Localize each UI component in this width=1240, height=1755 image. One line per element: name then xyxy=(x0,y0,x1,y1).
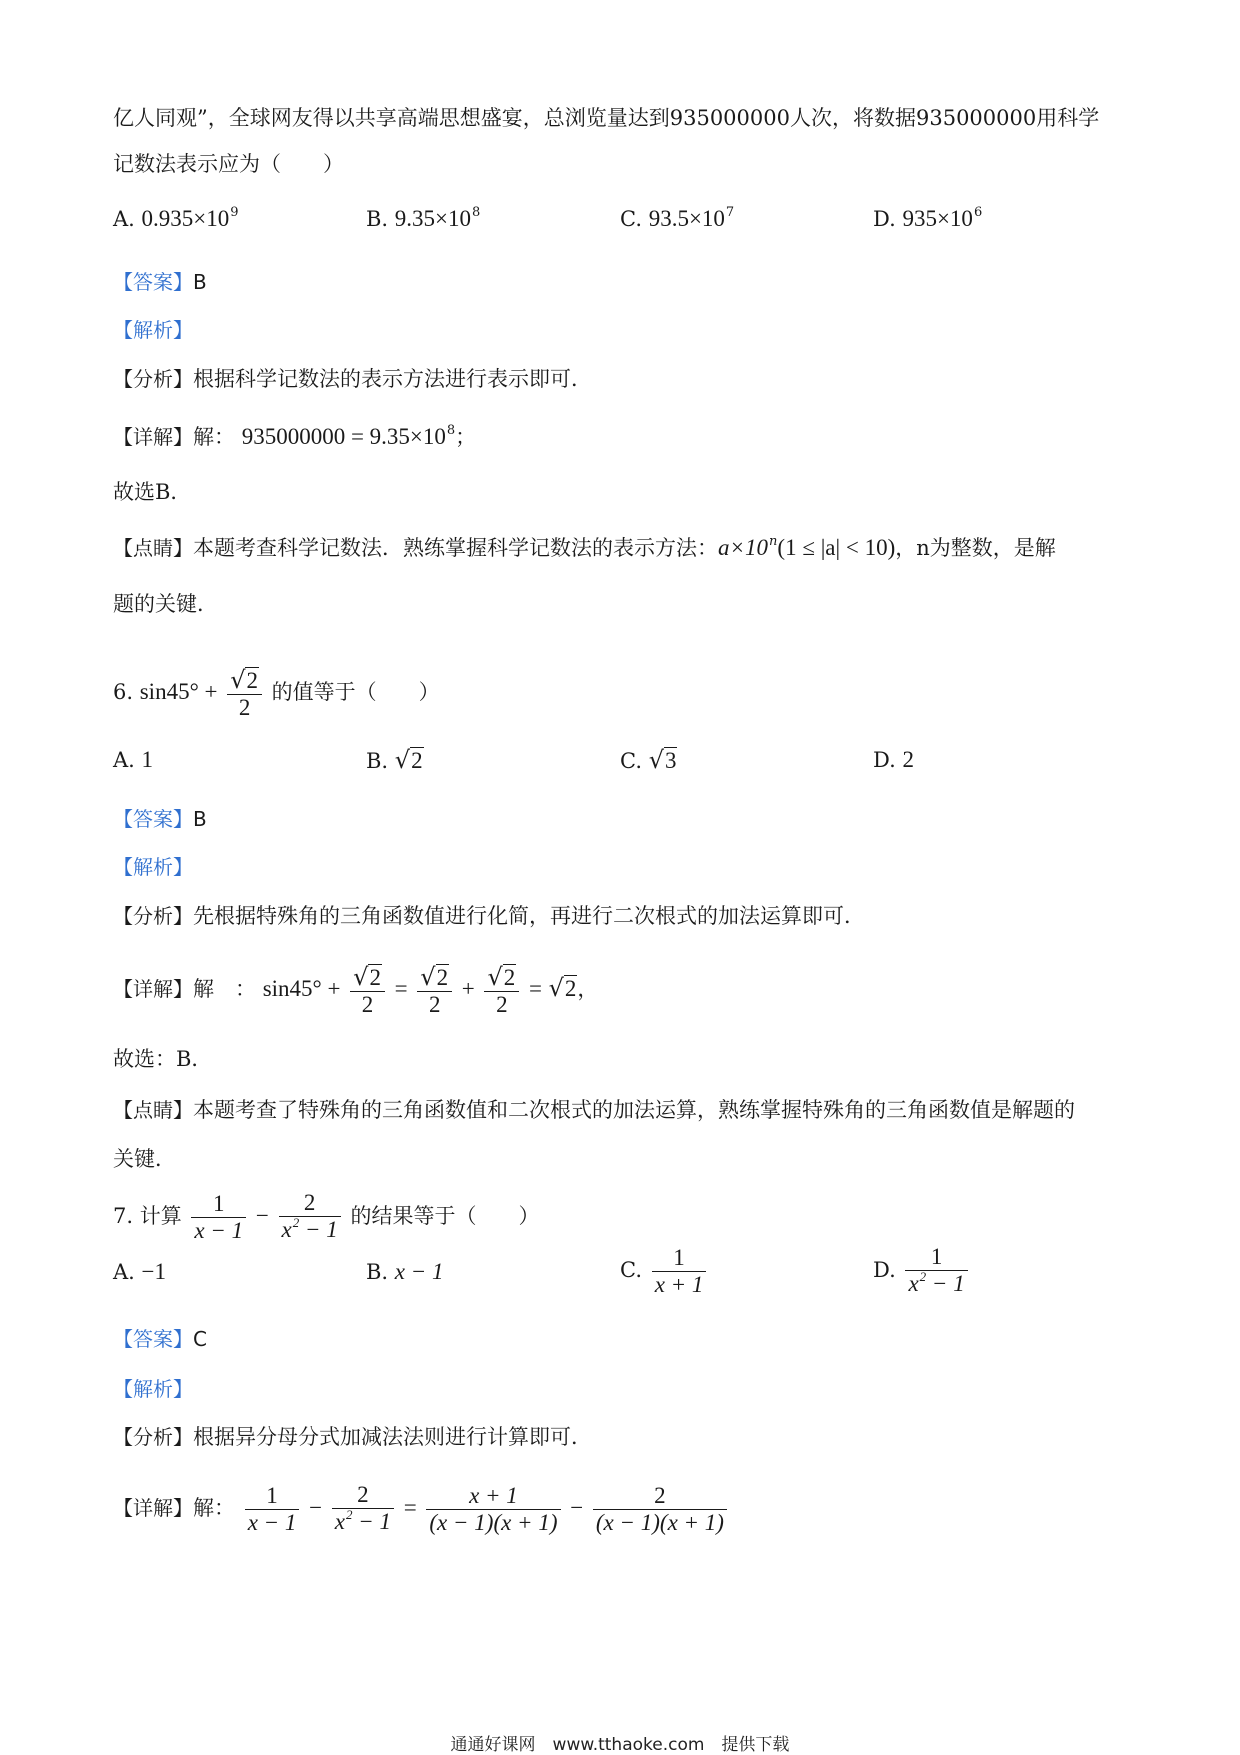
answer-tag: 【答案】 xyxy=(113,807,193,831)
xiangjie-tag: 【详解】 xyxy=(113,977,193,1001)
answer-value: C xyxy=(193,1327,207,1351)
q5-option-c xyxy=(620,205,734,237)
xiangjie-fraction-3: $\frac{√2}{2}$ xyxy=(484,964,519,1018)
q5-conclusion: 故选B． xyxy=(113,480,192,504)
fenxi-text: 先根据特殊角的三角函数值进行化简，再进行二次根式的加法运算即可． xyxy=(193,904,865,928)
fenxi-text: 根据科学记数法的表示方法进行表示即可． xyxy=(193,367,592,391)
option-value: 0.935×10 xyxy=(141,206,230,231)
fenxi-tag: 【分析】 xyxy=(113,904,193,928)
xiangjie-pre: 解 ： xyxy=(193,977,256,1001)
answer-tag: 【答案】 xyxy=(113,1327,193,1351)
analysis-tag: 【解析】 xyxy=(113,855,193,879)
dianjing-math-range: (1 ≤ |a| < 10) xyxy=(777,535,896,560)
q6-option-a: A. 1 xyxy=(113,747,154,772)
q7-option-a: A. −1 xyxy=(113,1259,167,1284)
q5-option-b xyxy=(366,205,480,237)
dianjing-text: 本题考查了特殊角的三角函数值和二次根式的加法运算，熟练掌握特殊角的三角函数值是解题的 xyxy=(193,1098,1075,1122)
xiangjie-pre: 解： xyxy=(193,425,235,449)
answer-value: B xyxy=(193,270,207,294)
option-value: 93.5×10 xyxy=(648,206,725,231)
q5-analysis-heading xyxy=(113,316,193,344)
q5-xiangjie xyxy=(113,423,476,455)
q7-xiangjie: 【详解】解： $\frac{1}{x - 1}$ − $\frac{2}{x^2 - 1}$ = $\frac{x + 1}{(x - 1)(x + 1)}$ − $\frac{2}{(x - 1)(x + 1)}$ xyxy=(113,1478,730,1538)
question-number: 6. xyxy=(113,680,134,704)
answer-value: B xyxy=(193,807,207,831)
q7-analysis-heading xyxy=(113,1375,193,1403)
dianjing-tag: 【点睛】 xyxy=(113,1098,193,1122)
q6-option-b: B. √2 xyxy=(366,746,423,774)
q5-fenxi xyxy=(113,365,592,393)
xiangjie-tag: 【详解】 xyxy=(113,425,193,449)
q7-answer xyxy=(113,1325,207,1353)
dianjing-text: 本题考查科学记数法．熟练掌握科学记数法的表示方法： xyxy=(193,536,718,560)
answer-tag: 【答案】 xyxy=(113,270,193,294)
xiangjie-fraction-1: $\frac{1}{x - 1}$ xyxy=(245,1483,300,1536)
q6-dianjing-line2: 关键． xyxy=(113,1147,176,1171)
xiangjie-sin: sin45° + xyxy=(262,976,341,1001)
option-label: C. xyxy=(620,207,642,231)
xiangjie-post: ； xyxy=(455,425,477,449)
xiangjie-math: 935000000 = 9.35×10 xyxy=(241,424,446,449)
q7-fenxi xyxy=(113,1423,592,1451)
xiangjie-fraction-1: $\frac{√2}{2}$ xyxy=(350,964,385,1018)
option-exponent: 9 xyxy=(230,205,239,220)
q5-dianjing xyxy=(113,534,1056,566)
q6-sin: sin45° + xyxy=(139,679,218,704)
sqrt-icon: √3 xyxy=(648,746,677,774)
q7-stem: 7. 计算 $\frac{1}{x - 1}$ − $\frac{2}{x^2 - 1}$ 的结果等于（ ） xyxy=(113,1186,539,1246)
q6-conclusion: 故选：B． xyxy=(113,1047,213,1071)
q6-answer xyxy=(113,805,207,833)
q6-stem-post: 的值等于（ ） xyxy=(271,680,440,704)
q7-option-c: C. $\frac{1}{x + 1}$ xyxy=(620,1240,709,1300)
xiangjie-fraction-2: $\frac{2}{x^2 - 1}$ xyxy=(332,1482,394,1538)
option-label: B. xyxy=(366,207,389,231)
analysis-tag: 【解析】 xyxy=(113,318,193,342)
dianjing-math-exp: n xyxy=(769,534,778,549)
xiangjie-fraction-3: $\frac{x + 1}{(x - 1)(x + 1)}$ xyxy=(426,1483,560,1536)
q7-option-b: B. x − 1 xyxy=(366,1259,444,1284)
q6-stem xyxy=(113,662,440,722)
xiangjie-exponent: 8 xyxy=(446,423,456,438)
question-number: 7. xyxy=(113,1204,134,1228)
q6-option-c: C. √3 xyxy=(620,746,677,774)
q6-fenxi xyxy=(113,902,865,930)
q7-option-d: D. $\frac{1}{x^2 - 1}$ xyxy=(873,1240,971,1300)
option-value: 935×10 xyxy=(902,206,973,231)
dianjing-tag: 【点睛】 xyxy=(113,536,193,560)
option-exponent: 7 xyxy=(725,205,735,220)
fenxi-text: 根据异分母分式加减法法则进行计算即可． xyxy=(193,1425,592,1449)
analysis-tag: 【解析】 xyxy=(113,1377,193,1401)
sqrt-icon: √2 xyxy=(230,665,258,694)
q6-analysis-heading xyxy=(113,853,193,881)
q5-dianjing-line2: 题的关键． xyxy=(113,592,218,616)
option-exponent: 8 xyxy=(472,205,481,220)
q6-xiangjie: 【详解】解 ： sin45° + $\frac{√2}{2}$ = $\frac{√2}{2}$ + $\frac{√2}{2}$ = √2， xyxy=(113,958,598,1019)
q5-option-a xyxy=(113,205,239,237)
q7-fraction-1: $\frac{1}{x - 1}$ xyxy=(191,1191,246,1244)
q6-dianjing xyxy=(113,1096,1075,1124)
option-label: D. xyxy=(873,207,896,231)
q6-fraction: $\frac{√2}{2}$ xyxy=(227,667,262,721)
xiangjie-tag: 【详解】 xyxy=(113,1496,193,1520)
q7-stem-pre: 计算 xyxy=(139,1204,182,1228)
page-footer: 通通好课网 www.tthaoke.com 提供下载 xyxy=(450,1735,790,1755)
sqrt-icon: √2 xyxy=(548,974,577,1002)
xiangjie-pre: 解： xyxy=(193,1496,235,1520)
q6-option-d: D. 2 xyxy=(873,747,914,772)
fenxi-tag: 【分析】 xyxy=(113,367,193,391)
q5-option-d xyxy=(873,205,982,237)
sqrt-icon: √2 xyxy=(394,746,423,774)
option-value: 9.35×10 xyxy=(394,206,472,231)
q7-stem-post: 的结果等于（ ） xyxy=(350,1204,540,1228)
q7-fraction-2: $\frac{2}{x^2 - 1}$ xyxy=(279,1190,341,1246)
dianjing-post: ，n为整数，是解 xyxy=(895,536,1056,560)
q5-stem-line1: 亿人同观”，全球网友得以共享高端思想盛宴，总浏览量达到935000000人次，将数据935000000用科学 xyxy=(113,106,1100,130)
xiangjie-fraction-4: $\frac{2}{(x - 1)(x + 1)}$ xyxy=(593,1483,727,1536)
dianjing-math: a×10 xyxy=(718,535,769,560)
option-label: A. xyxy=(113,207,135,231)
q5-answer xyxy=(113,268,207,296)
xiangjie-fraction-2: $\frac{√2}{2}$ xyxy=(417,964,452,1018)
fenxi-tag: 【分析】 xyxy=(113,1425,193,1449)
q5-stem-line2: 记数法表示应为（ ） xyxy=(113,152,344,176)
option-exponent: 6 xyxy=(973,205,983,220)
